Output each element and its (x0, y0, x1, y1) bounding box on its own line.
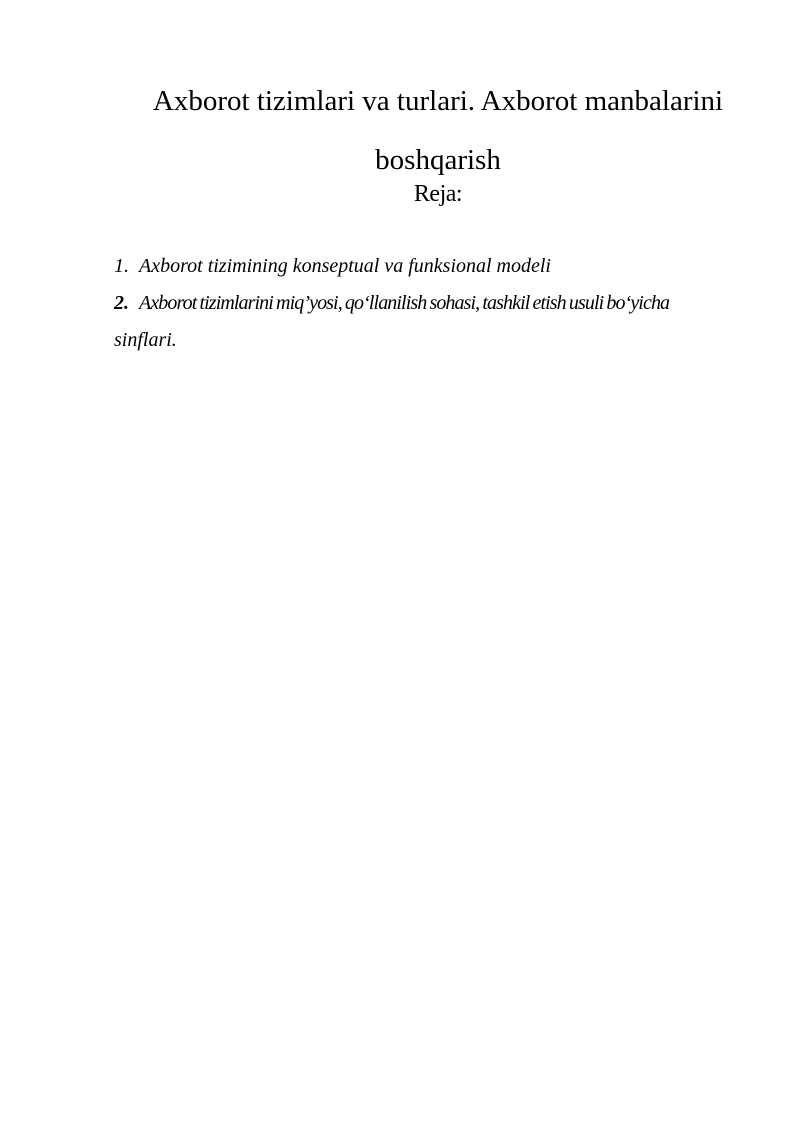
plan-item-number: 2. (114, 292, 129, 314)
plan-item-2 (114, 285, 754, 359)
plan-item-text: Axborot tizimining konseptual va funksional modeli (139, 255, 551, 277)
document-title: Axborot tizimlari va turlari. Axborot manbalarini boshqarish (152, 85, 724, 176)
plan-list (114, 248, 754, 359)
plan-item-1 (114, 248, 754, 285)
plan-item-text: Axborot tizimlarini miq’yosi, qo‘llanilish sohasi, tashkil etish usuli bo‘yicha (139, 292, 670, 314)
plan-item-text-continued: sinflari. (114, 329, 177, 351)
plan-item-number: 1. (114, 255, 129, 277)
plan-heading: Reja: (413, 181, 463, 207)
